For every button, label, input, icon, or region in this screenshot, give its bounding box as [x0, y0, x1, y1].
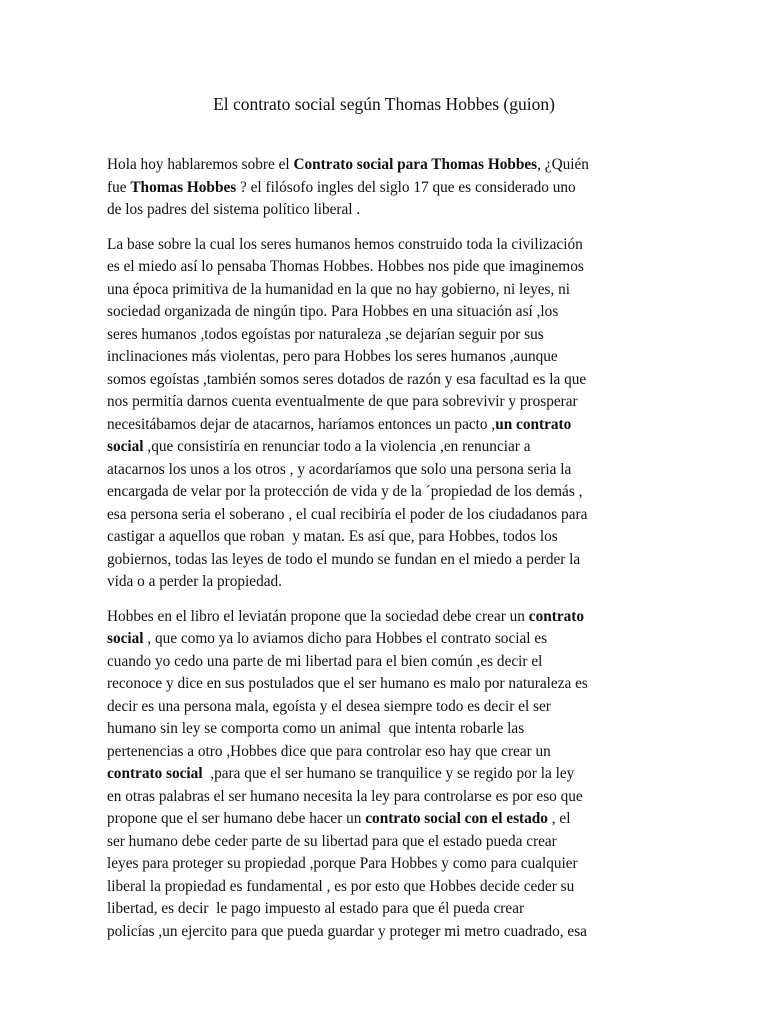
text-run: policías ,un ejercito para que pueda guardar y proteger mi metro cuadrado, esa — [107, 922, 587, 940]
text-line — [107, 369, 663, 392]
text-run: somos egoístas ,también somos seres dotados de razón y esa facultad es la que — [107, 370, 587, 388]
text-line — [107, 718, 663, 741]
bold-text: social — [107, 438, 144, 455]
bold-text: contrato social con el estado — [365, 810, 548, 827]
text-run: humano sin ley se comporta como un animal que intenta robarle las — [107, 720, 525, 737]
paragraph — [107, 234, 663, 594]
text-run: seres humanos ,todos egoístas por naturaleza ,se dejarían seguir por sus — [107, 325, 544, 343]
text-line — [107, 628, 663, 651]
text-run: fue — [107, 178, 131, 196]
text-run: reconoce y dice en sus postulados que el ser humano es malo por naturaleza es — [107, 675, 588, 692]
text-line — [107, 808, 663, 831]
text-line — [107, 921, 663, 944]
text-run: pertenencias a otro ,Hobbes dice que para controlar eso hay que crear un — [107, 742, 551, 760]
text-run: gobiernos, todas las leyes de todo el mundo se fundan en el miedo a perder la — [107, 550, 581, 568]
text-run: , ¿Quién — [537, 156, 589, 173]
text-run: de los padres del sistema político liberal . — [107, 201, 361, 218]
text-line — [107, 526, 663, 549]
text-line — [107, 696, 663, 719]
text-run: decir es una persona mala, egoísta y el desea siempre todo es decir el ser — [107, 697, 551, 715]
bold-text: Thomas Hobbes — [130, 178, 237, 196]
text-line — [107, 177, 663, 200]
text-run: es el miedo así lo pensaba Thomas Hobbes. Hobbes nos pide que imaginemos — [107, 258, 584, 275]
bold-text: Contrato social para Thomas Hobbes — [293, 156, 538, 173]
text-line — [107, 571, 663, 594]
text-line — [107, 651, 663, 674]
paragraph — [107, 606, 663, 944]
text-run: ? el filósofo ingles del siglo 17 que es considerado uno — [236, 178, 576, 196]
text-run: Hola hoy hablaremos sobre el — [107, 156, 294, 173]
paragraph — [107, 154, 663, 222]
text-run: , el — [547, 810, 571, 827]
text-run: , que como ya lo aviamos dicho para Hobbes el contrato social es — [143, 630, 548, 647]
text-line — [107, 459, 663, 482]
text-line — [107, 504, 663, 527]
text-run: encargada de velar por la protección de vida y de la ´propiedad de los demás , — [107, 483, 583, 500]
text-run: nos permitía darnos cuenta eventualmente de que para sobrevivir y prosperar — [107, 393, 578, 410]
text-run: ,para que el ser humano se tranquilice y se regido por la ley — [202, 765, 575, 782]
text-line — [107, 199, 663, 222]
text-run: atacarnos los unos a los otros , y acordaríamos que solo una persona seria la — [107, 460, 572, 478]
text-run: leyes para proteger su propiedad ,porque Para Hobbes y como para cualquier — [107, 855, 578, 872]
text-run: ,que consistiría en renunciar todo a la violencia ,en renunciar a — [143, 438, 531, 455]
text-line — [107, 606, 663, 629]
text-line — [107, 481, 663, 504]
text-line — [107, 898, 663, 921]
text-line — [107, 414, 663, 437]
page-title: El contrato social según Thomas Hobbes (guion) — [213, 94, 555, 114]
text-run: propone que el ser humano debe hacer un — [107, 810, 366, 827]
text-run: ser humano debe ceder parte de su libertad para que el estado pueda crear — [107, 832, 557, 850]
text-line — [107, 876, 663, 899]
bold-text: un contrato — [495, 415, 572, 433]
text-run: una época primitiva de la humanidad en la que no hay gobierno, ni leyes, ni — [107, 280, 571, 298]
text-line — [107, 256, 663, 279]
text-line — [107, 741, 663, 764]
text-line — [107, 831, 663, 854]
text-run: esa persona seria el soberano , el cual recibiría el poder de los ciudadanos para — [107, 505, 588, 523]
document-body — [107, 154, 663, 955]
text-run: cuando yo cedo una parte de mi libertad para el bien común ,es decir el — [107, 652, 543, 670]
text-run: sociedad organizada de ningún tipo. Para Hobbes en una situación así ,los — [107, 303, 559, 320]
text-run: Hobbes en el libro el leviatán propone que la sociedad debe crear un — [107, 607, 529, 625]
text-line — [107, 279, 663, 302]
text-line — [107, 154, 663, 177]
text-run: inclinaciones más violentas, pero para Hobbes los seres humanos ,aunque — [107, 348, 558, 365]
text-line — [107, 786, 663, 809]
text-run: vida o a perder la propiedad. — [107, 573, 282, 590]
text-line — [107, 436, 663, 459]
text-line — [107, 346, 663, 369]
text-run: libertad, es decir le pago impuesto al estado para que él pueda crear — [107, 900, 525, 917]
bold-text: contrato — [528, 607, 585, 625]
text-run: necesitábamos dejar de atacarnos, haríamos entonces un pacto , — [107, 415, 496, 433]
text-line — [107, 234, 663, 257]
text-line — [107, 763, 663, 786]
text-run: La base sobre la cual los seres humanos hemos construido toda la civilización — [107, 235, 583, 253]
text-line — [107, 391, 663, 414]
bold-text: social — [107, 630, 144, 647]
text-line — [107, 853, 663, 876]
bold-text: contrato social — [107, 765, 203, 782]
text-line — [107, 324, 663, 347]
text-run: liberal la propiedad es fundamental , es por esto que Hobbes decide ceder su — [107, 877, 575, 895]
text-run: castigar a aquellos que roban y matan. Es así que, para Hobbes, todos los — [107, 528, 558, 545]
text-run: en otras palabras el ser humano necesita la ley para controlarse es por eso que — [107, 787, 583, 805]
text-line — [107, 549, 663, 572]
text-line — [107, 301, 663, 324]
text-line — [107, 673, 663, 696]
